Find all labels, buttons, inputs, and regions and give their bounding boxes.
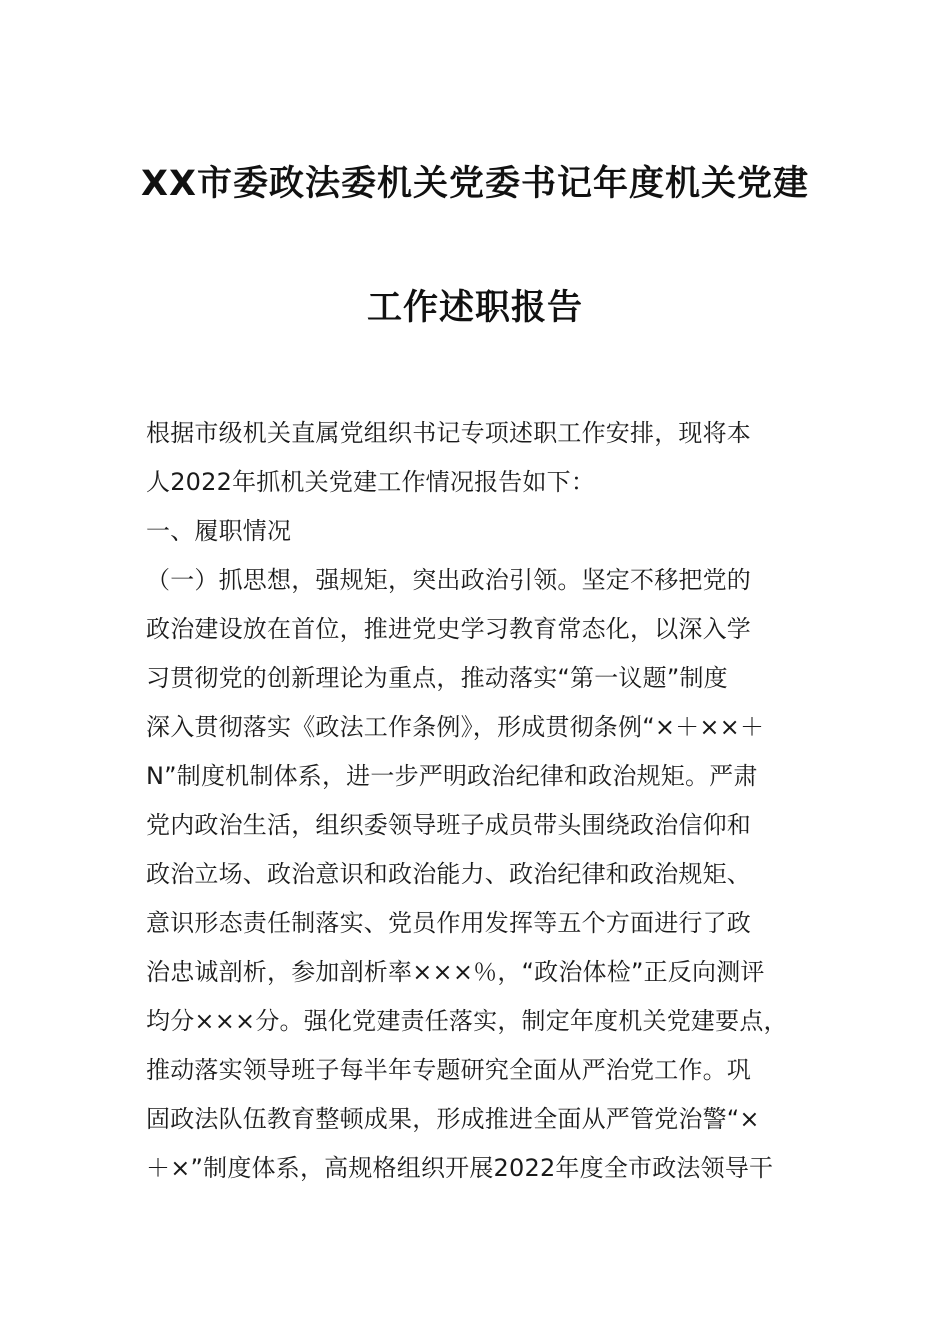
paragraph-line: 深入贯彻落实《政法工作条例》，形成贯彻条例“×＋××＋ (146, 713, 765, 741)
intro-line: 根据市级机关直属党组织书记专项述职工作安排，现将本 (146, 419, 751, 447)
paragraph-line: 意识形态责任制落实、党员作用发挥等五个方面进行了政 (146, 909, 751, 937)
paragraph-line: N”制度机制体系，进一步严明政治纪律和政治规矩。严肃 (146, 762, 758, 790)
paragraph-line: 均分×××分。强化党建责任落实，制定年度机关党建要点， (146, 1007, 788, 1035)
paragraph-line: 治忠诚剖析，参加剖析率×××％，“政治体检”正反向测评 (146, 958, 765, 986)
document-title-line-2: 工作述职报告 (366, 288, 583, 328)
paragraph-line: 政治建设放在首位，推进党史学习教育常态化，以深入学 (146, 615, 751, 643)
paragraph-line: 政治立场、政治意识和政治能力、政治纪律和政治规矩、 (146, 860, 751, 888)
paragraph-line: 固政法队伍教育整顿成果，形成推进全面从严管党治警“× (146, 1105, 760, 1133)
paragraph-line: 推动落实领导班子每半年专题研究全面从严治党工作。巩 (146, 1056, 751, 1084)
section-heading: 一、履职情况 (146, 517, 292, 545)
paragraph-line: ＋×”制度体系，高规格组织开展2022年度全市政法领导干 (146, 1154, 774, 1182)
paragraph-line: 党内政治生活，组织委领导班子成员带头围绕政治信仰和 (146, 811, 751, 839)
document-body (146, 409, 811, 1193)
paragraph-line: （一）抓思想，强规矩，突出政治引领。坚定不移把党的 (146, 566, 751, 594)
intro-line: 人2022年抓机关党建工作情况报告如下： (146, 468, 596, 496)
paragraph-line: 习贯彻党的创新理论为重点，推动落实“第一议题”制度 (146, 664, 728, 692)
document-title-line-1: XX市委政法委机关党委书记年度机关党建 (141, 164, 809, 204)
